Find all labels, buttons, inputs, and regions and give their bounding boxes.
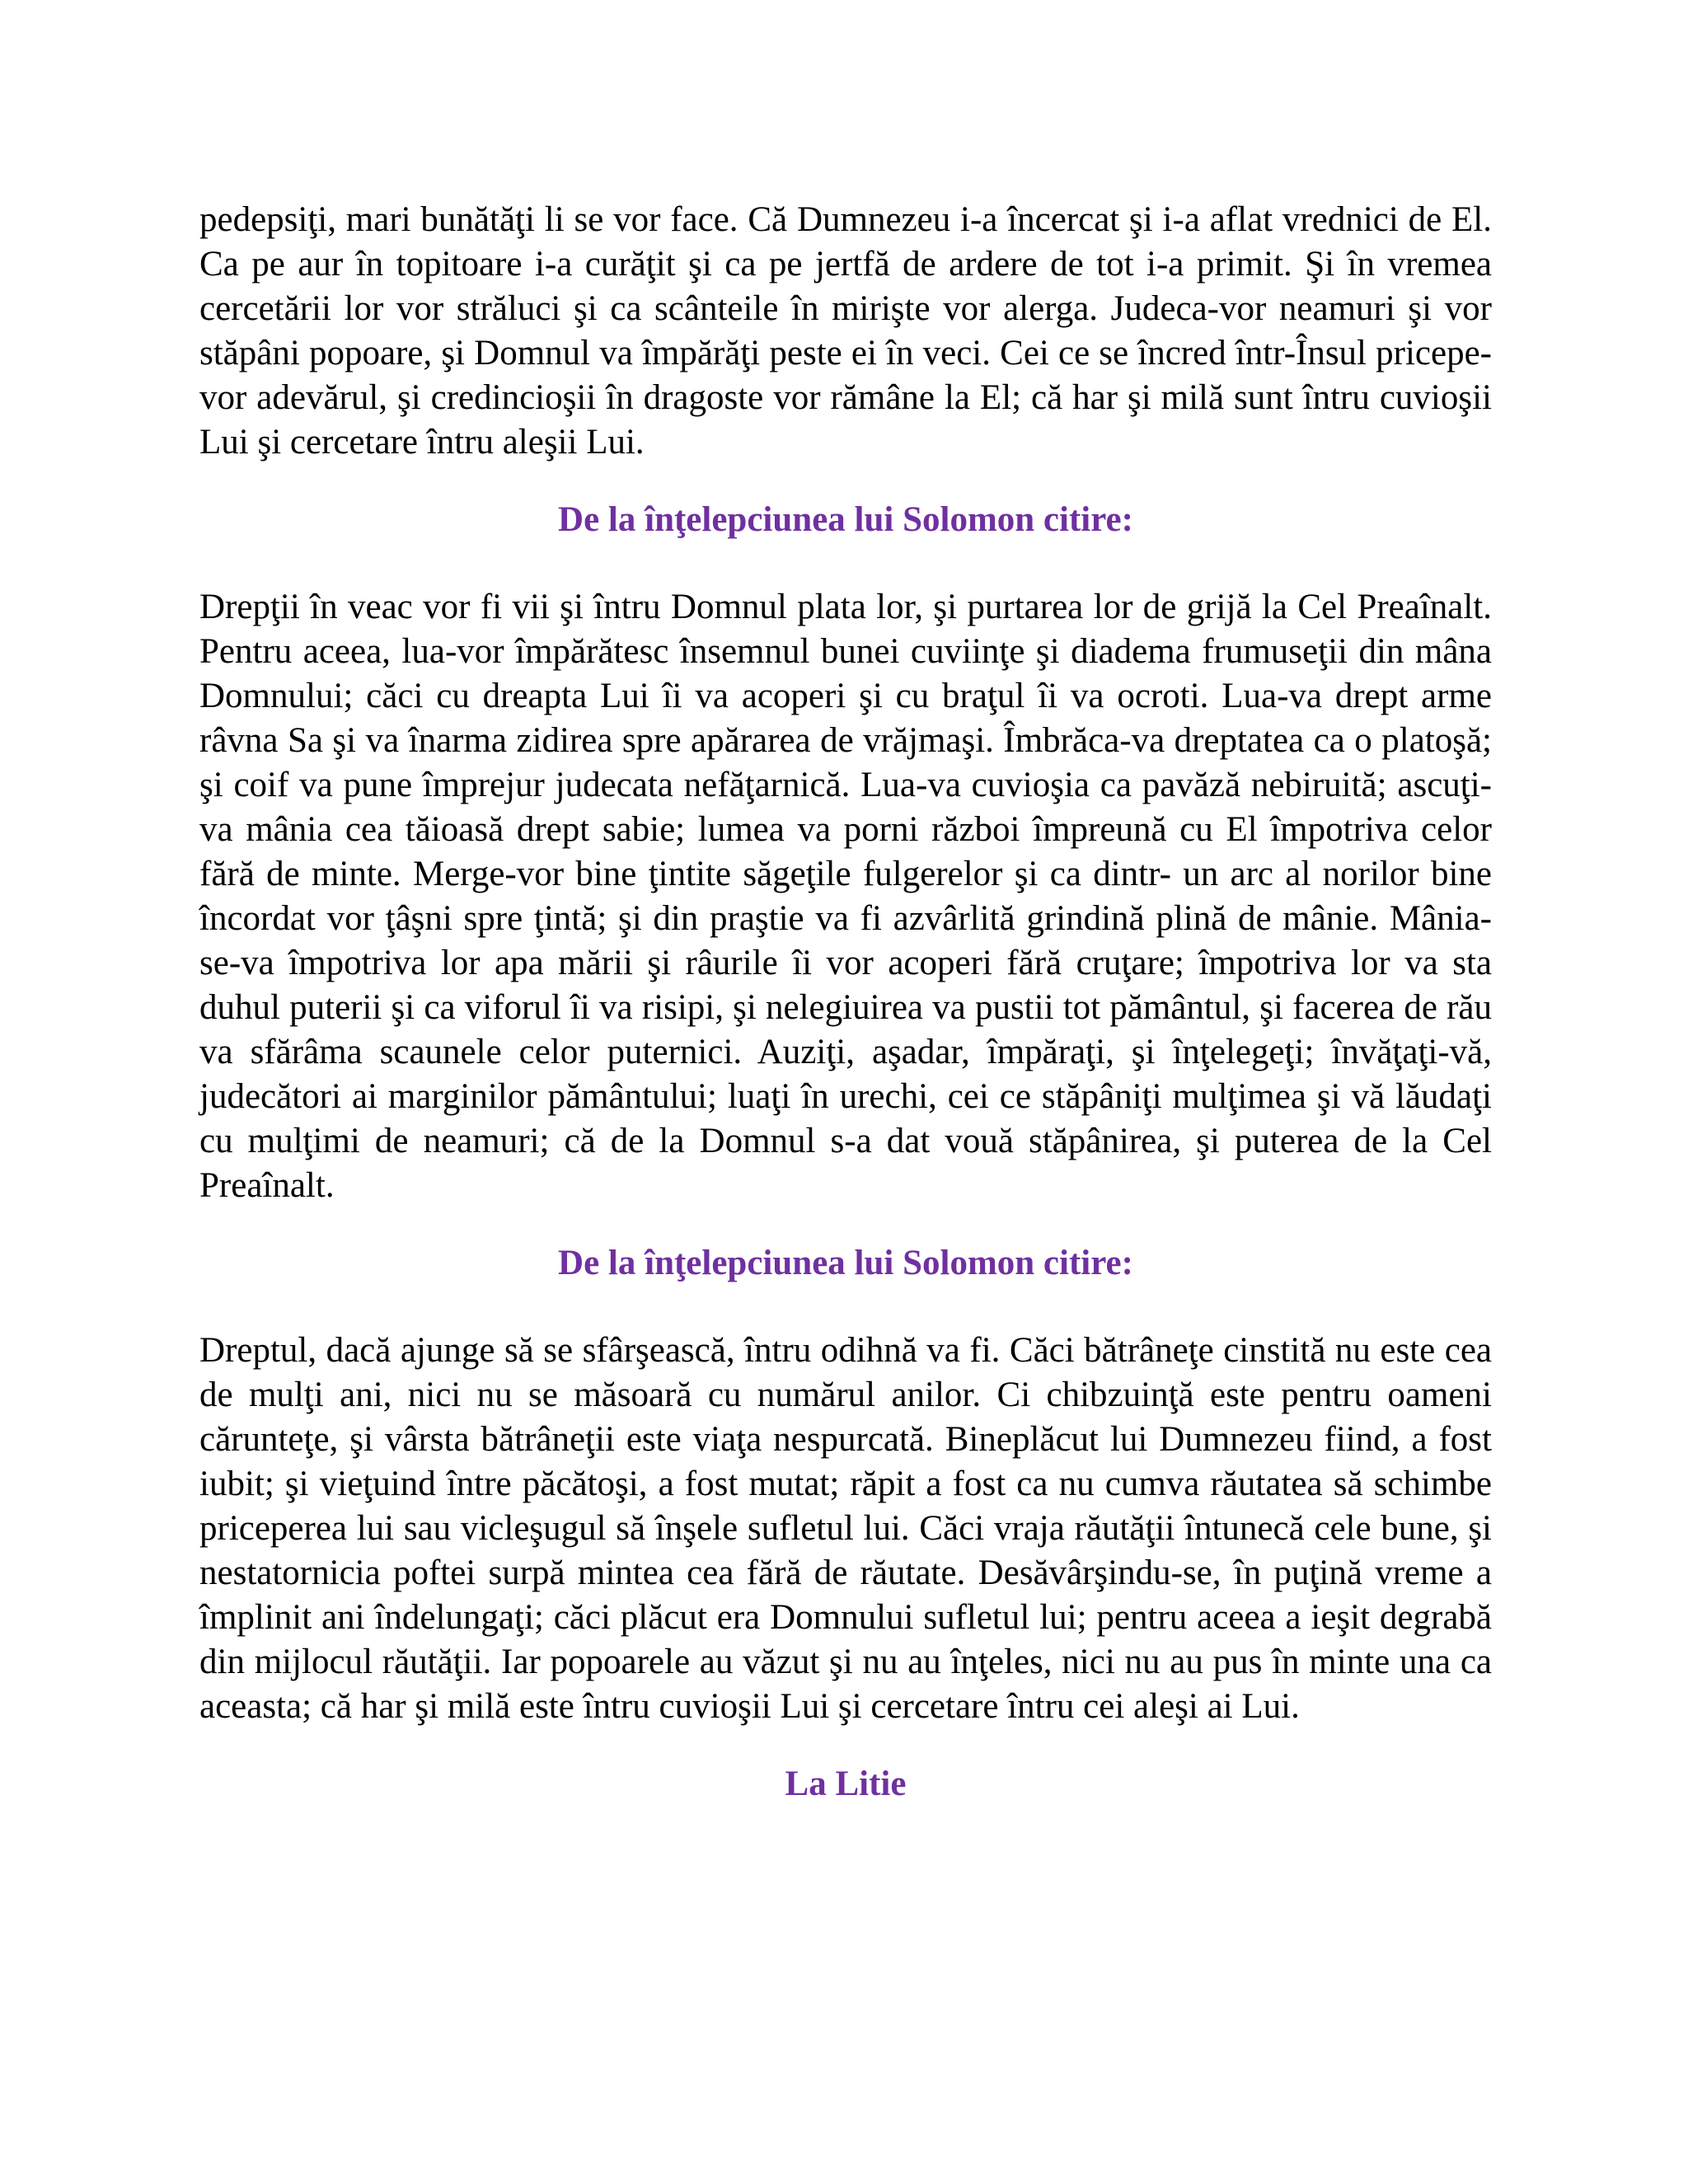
section-heading: La Litie xyxy=(785,1765,907,1803)
document-page xyxy=(199,198,1492,1807)
body-paragraph: pedepsiţi, mari bunătăţi li se vor face. Că Dumnezeu i-a încercat şi i-a aflat vrednici de El. Ca pe aur în topitoare i-a curăţit şi ca pe jertfă de ardere de tot i-a primit. Şi în vremea cercetării lor vor străluci şi ca scânteile în mirişte vor alerga. Judeca-vor neamuri şi vor stăpâni popoare, şi Domnul va împărăţi peste ei în veci. Cei ce se încred într-Însul pricepe-vor adevărul, şi credincioşii în dragoste vor rămâne la El; că har şi milă sunt întru cuvioşii Lui şi cercetare întru aleşii Lui. xyxy=(199,200,1492,462)
section-heading: De la înţelepciunea lui Solomon citire: xyxy=(558,500,1133,539)
section-heading: De la înţelepciunea lui Solomon citire: xyxy=(558,1244,1133,1282)
body-paragraph: Drepţii în veac vor fi vii şi întru Domnul plata lor, şi purtarea lor de grijă la Cel Preaînalt. Pentru aceea, lua-vor împărătesc însemnul bunei cuviinţe şi diadema frumuseţii din mâna Domnului; căci cu dreapta Lui îi va acoperi şi cu braţul îi va ocroti. Lua-va drept arme râvna Sa şi va înarma zidirea spre apărarea de vrăjmaşi. Îmbrăca-va dreptatea ca o platoşă; şi coif va pune împrejur judecata nefăţarnică. Lua-va cuvioşia ca pavăză nebiruită; ascuţi-va mânia cea tăioasă drept sabie; lumea va porni război împreună cu El împotriva celor fără de minte. Merge-vor bine ţintite săgeţile fulgerelor şi ca dintr- un arc al norilor bine încordat vor ţâşni spre ţintă; şi din praştie va fi azvârlită grindină plină de mânie. Mânia-se-va împotriva lor apa mării şi râurile îi vor acoperi fără cruţare; împotriva lor va sta duhul puterii şi ca viforul îi va risipi, şi nelegiuirea va pustii tot pământul, şi facerea de rău va sfărâma scaunele celor puternici. Auziţi, aşadar, împăraţi, şi înţelegeţi; învăţaţi-vă, judecători ai marginilor pământului; luaţi în urechi, cei ce stăpâniţi mulţimea şi vă lăudaţi cu mulţimi de neamuri; că de la Domnul s-a dat vouă stăpânirea, şi puterea de la Cel Preaînalt. xyxy=(199,588,1492,1205)
body-paragraph: Dreptul, dacă ajunge să se sfârşească, întru odihnă va fi. Căci bătrâneţe cinstită nu este cea de mulţi ani, nici nu se măsoară cu numărul anilor. Ci chibzuinţă este pentru oameni cărunteţe, şi vârsta bătrâneţii este viaţa nespurcată. Bineplăcut lui Dumnezeu fiind, a fost iubit; şi vieţuind între păcătoşi, a fost mutat; răpit a fost ca nu cumva răutatea să schimbe priceperea lui sau vicleşugul să înşele sufletul lui. Căci vraja răutăţii întunecă cele bune, şi nestatornicia poftei surpă mintea cea fără de răutate. Desăvârşindu-se, în puţină vreme a împlinit ani îndelungaţi; căci plăcut era Domnului sufletul lui; pentru aceea a ieşit degrabă din mijlocul răutăţii. Iar popoarele au văzut şi nu au înţeles, nici nu au pus în minte una ca aceasta; că har şi milă este întru cuvioşii Lui şi cercetare întru cei aleşi ai Lui. xyxy=(199,1331,1492,1726)
